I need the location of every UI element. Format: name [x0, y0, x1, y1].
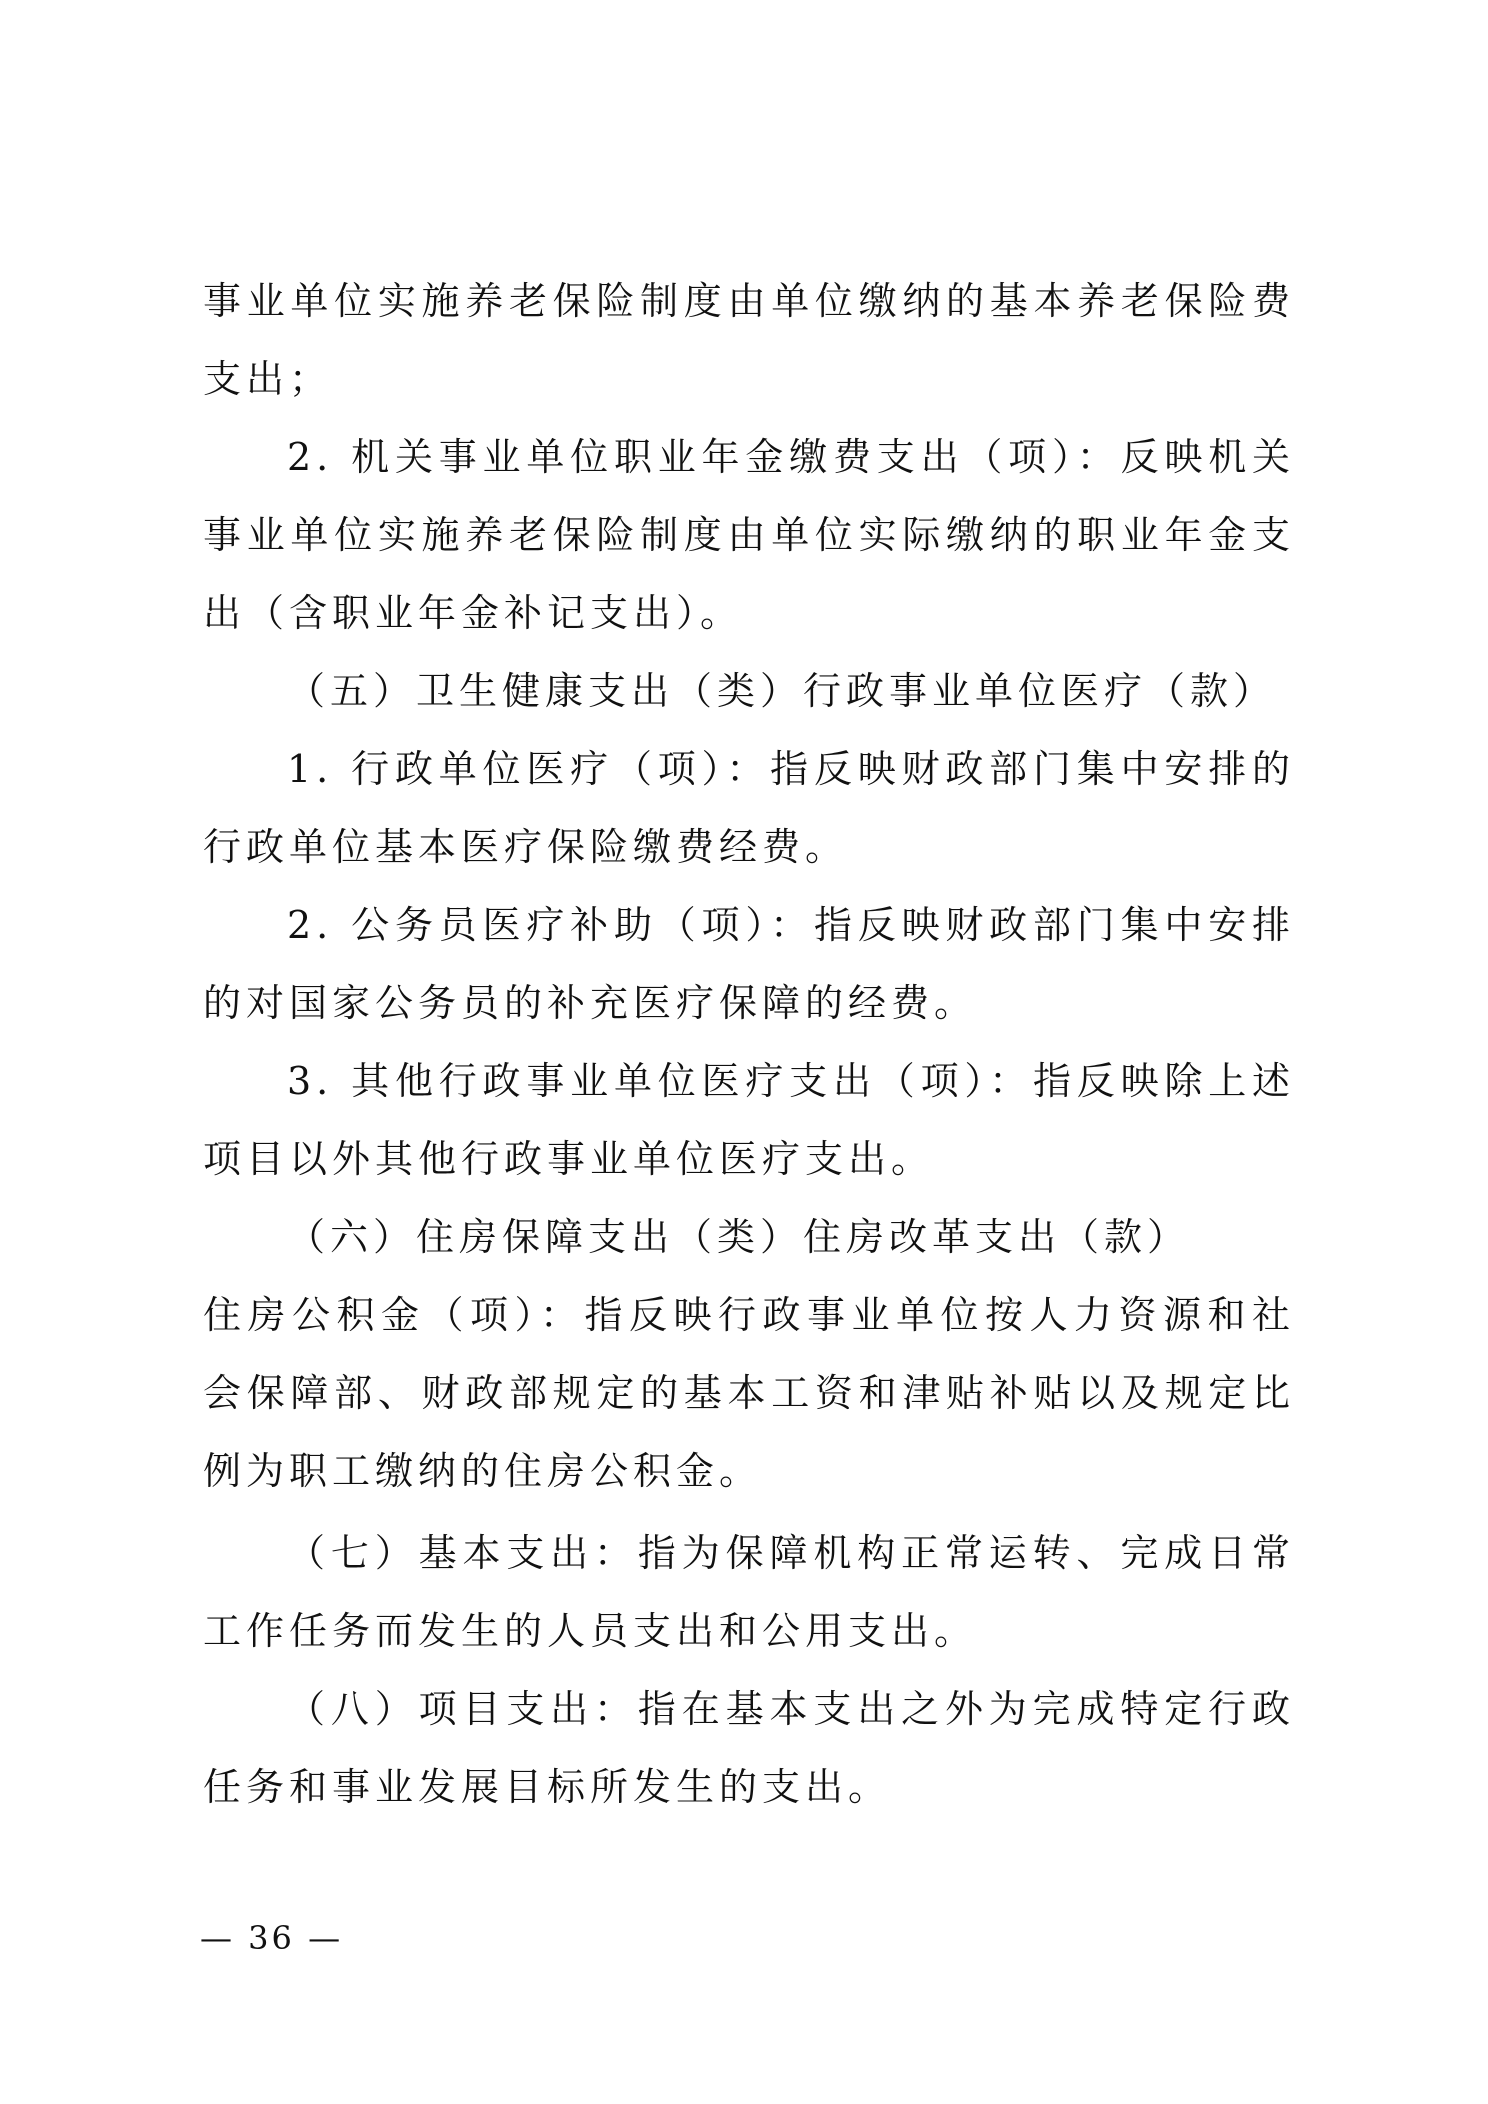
- paragraph-civil-servant-medical: 2. 公务员医疗补助（项）：指反映财政部门集中安排的对国家公务员的补充医疗保障的经费。: [203, 903, 1295, 1025]
- paragraph-occupational-annuity: 2. 机关事业单位职业年金缴费支出（项）：反映机关事业单位实施养老保险制度由单位实际缴纳的职业年金支出（含职业年金补记支出）。: [203, 435, 1295, 635]
- heading-housing-expenditure: （六）住房保障支出（类）住房改革支出（款）: [287, 1215, 1191, 1259]
- paragraph-pension-continuation: 事业单位实施养老保险制度由单位缴纳的基本养老保险费支出；: [203, 279, 1295, 401]
- paragraph-other-medical: 3. 其他行政事业单位医疗支出（项）：指反映除上述项目以外其他行政事业单位医疗支出。: [203, 1059, 1295, 1181]
- paragraph-basic-expenditure: （七）基本支出：指为保障机构正常运转、完成日常工作任务而发生的人员支出和公用支出。: [203, 1531, 1295, 1653]
- paragraph-admin-medical: 1. 行政单位医疗（项）：指反映财政部门集中安排的行政单位基本医疗保险缴费经费。: [203, 747, 1295, 869]
- heading-health-expenditure: （五）卫生健康支出（类）行政事业单位医疗（款）: [287, 669, 1277, 713]
- paragraph-project-expenditure: （八）项目支出：指在基本支出之外为完成特定行政任务和事业发展目标所发生的支出。: [203, 1687, 1295, 1809]
- paragraph-housing-fund: 住房公积金（项）：指反映行政事业单位按人力资源和社会保障部、财政部规定的基本工资和津贴补贴以及规定比例为职工缴纳的住房公积金。: [203, 1293, 1295, 1493]
- page-number: — 36 —: [200, 1919, 344, 1957]
